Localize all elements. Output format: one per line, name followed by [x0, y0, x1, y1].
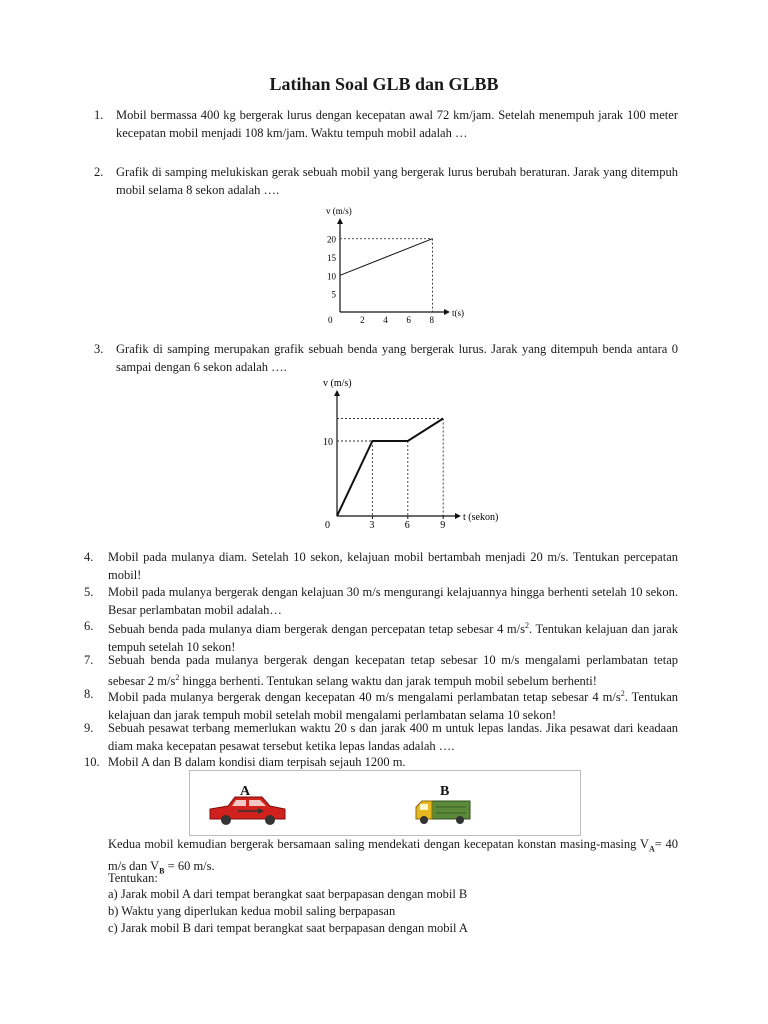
- car-b-icon: [416, 784, 470, 824]
- x-tick-label: 8: [429, 315, 434, 325]
- question-text-part: Sebuah benda pada mulanya diam bergerak dengan percepatan tetap sebesar 4 m/s: [108, 622, 525, 637]
- question-text: Mobil pada mulanya diam. Setelah 10 sekon, kelajuan mobil bertambah menjadi 20 m/s. Tentukan percepatan mobil!: [108, 550, 678, 582]
- question-number: 3.: [94, 342, 104, 356]
- question-text: Mobil bermassa 400 kg bergerak lurus dengan kecepatan awal 72 km/jam. Setelah menempuh jarak 100 meter kecepatan mobil menjadi 108 km/jam. Waktu tempuh mobil adalah …: [116, 108, 678, 140]
- superscript: 2: [524, 621, 529, 630]
- series-line: [340, 239, 432, 276]
- car-a-icon: [210, 784, 285, 825]
- question-text-part: . Tentukan kelajuan dan jarak tempuh setelah 10 sekon!: [108, 622, 678, 655]
- x-tick-label: 2: [360, 315, 365, 325]
- question-text: Mobil A dan B dalam kondisi diam terpisah sejauh 1200 m.: [108, 755, 406, 769]
- y-tick-label: 20: [327, 234, 336, 245]
- x-tick-label: 0: [325, 520, 330, 531]
- x-axis-arrow: [444, 309, 450, 315]
- velocity-time-chart-1: [310, 206, 464, 335]
- question-text-part: Mobil pada mulanya bergerak dengan kecepatan 40 m/s mengalami perlambatan tetap sebesar 4 m/s: [108, 690, 621, 705]
- y-axis-arrow: [334, 390, 340, 396]
- question-9: [84, 719, 678, 755]
- x-axis-label: t(s): [452, 308, 464, 318]
- q10-description: [108, 836, 678, 879]
- x-tick-label: 4: [383, 315, 388, 325]
- question-1: [94, 106, 678, 142]
- question-3: [94, 340, 678, 376]
- question-text-part: . Tentukan kelajuan dan jarak tempuh mobil setelah mobil mengalami perlambatan selama 10 sekon!: [108, 690, 679, 723]
- question-number: 9.: [84, 721, 94, 735]
- q10-item-b: b) Waktu yang diperlukan kedua mobil saling berpapasan: [108, 904, 396, 918]
- y-axis-label: v (m/s): [323, 378, 352, 389]
- car-b-label: B: [440, 784, 450, 799]
- question-number: 1.: [94, 108, 104, 122]
- series-line: [337, 419, 443, 517]
- x-tick-label: 9: [440, 520, 446, 531]
- q10-desc-text: Kedua mobil kemudian bergerak bersamaan saling mendekati dengan kecepatan konstan masing-masing: [108, 837, 637, 851]
- superscript: 2: [620, 689, 625, 698]
- question-number: 7.: [84, 653, 94, 667]
- question-5: [84, 583, 678, 619]
- question-number: 8.: [84, 687, 94, 701]
- x-tick-label: 6: [406, 315, 411, 325]
- question-text: Sebuah pesawat terbang memerlukan waktu 20 s dan jarak 400 m untuk lepas landas. Jika pesawat dari keadaan diam maka kecepatan pesawat tersebut ketika lepas landas adalah ….: [108, 721, 678, 753]
- y-tick-label: 10: [327, 271, 336, 282]
- question-text: Mobil pada mulanya bergerak dengan kelajuan 30 m/s mengurangi kelajuannya hingga berhenti setelah 10 sekon. Besar perlambatan mobil adalah…: [108, 585, 678, 617]
- car-a-label: A: [240, 784, 251, 799]
- y-tick-label: 5: [331, 289, 336, 300]
- superscript: 2: [175, 673, 180, 682]
- question-number: 6.: [84, 619, 94, 633]
- y-tick-label: 15: [327, 253, 336, 263]
- subscript: B: [159, 866, 165, 875]
- question-text: Grafik di samping merupakan grafik sebuah benda yang bergerak lurus. Jarak yang ditempuh benda antara 0 sampai dengan 6 sekon adalah ….: [116, 342, 678, 374]
- x-tick-label: 0: [328, 315, 333, 325]
- x-axis-label: t (sekon): [463, 512, 499, 523]
- question-number: 5.: [84, 585, 94, 599]
- x-axis-arrow: [455, 513, 461, 519]
- velocity-b: $V_B = 60$ m/s.: [150, 858, 215, 875]
- question-2: [94, 163, 678, 199]
- q10-item-c: c) Jarak mobil B dari tempat berangkat saat berpapasan dengan mobil A: [108, 921, 468, 935]
- subscript: A: [648, 844, 655, 854]
- question-text-part: Sebuah benda pada mulanya bergerak dengan kecepatan tetap sebesar 10 m/s mengalami perlambatan tetap sebesar 2 m/s: [108, 653, 678, 689]
- q10-tentukan: Tentukan:: [108, 871, 158, 885]
- question-text-part: hingga berhenti. Tentukan selang waktu dan jarak tempuh mobil sebelum berhenti!: [179, 674, 597, 689]
- page-title: Latihan Soal GLB dan GLBB: [269, 74, 499, 94]
- car-illustration: [189, 770, 581, 836]
- q10-item-a: a) Jarak mobil A dari tempat berangkat saat berpapasan dengan mobil B: [108, 887, 468, 901]
- y-axis-label: v (m/s): [326, 206, 352, 216]
- question-4: [84, 548, 678, 584]
- y-axis-arrow: [337, 218, 343, 224]
- velocity-time-chart-2: [310, 378, 499, 545]
- question-text: Grafik di samping melukiskan gerak sebuah mobil yang bergerak lurus berubah beraturan. Jarak yang ditempuh mobil selama 8 sekon adalah ….: [116, 165, 678, 197]
- question-10: [84, 753, 678, 771]
- question-number: 2.: [94, 165, 104, 179]
- cars-drawing: [190, 771, 580, 835]
- question-number: 10.: [84, 755, 100, 769]
- velocity-a: $V_A= 40$ m/s dan: [108, 837, 678, 873]
- x-tick-label: 3: [369, 520, 375, 531]
- x-tick-label: 6: [404, 520, 410, 531]
- question-number: 4.: [84, 550, 94, 564]
- y-tick-label: 10: [323, 437, 333, 448]
